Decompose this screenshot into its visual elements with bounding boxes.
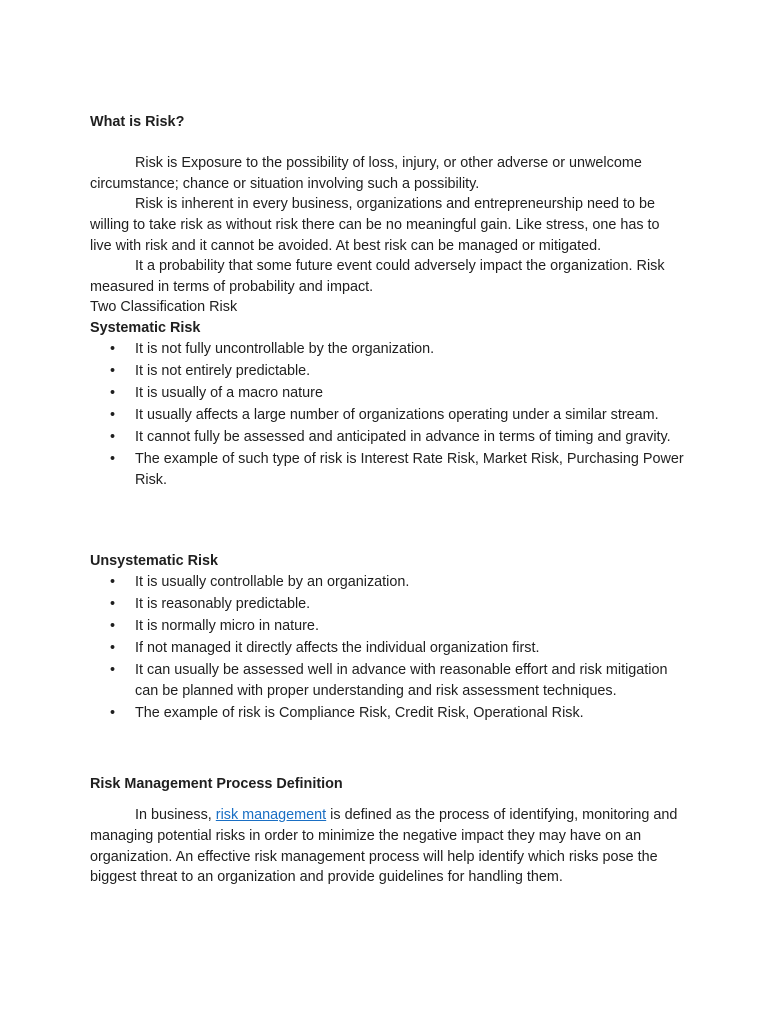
list-item xyxy=(90,449,690,491)
list-item xyxy=(90,638,690,659)
systematic-risk-list xyxy=(90,339,690,492)
risk-management-link[interactable]: risk management xyxy=(215,807,327,823)
bullet-icon: • xyxy=(110,362,116,379)
bullet-icon: • xyxy=(110,428,116,445)
two-classification-line: Two Classification Risk xyxy=(90,299,238,315)
list-item xyxy=(90,703,690,724)
heading-systematic-risk: Systematic Risk xyxy=(90,320,201,336)
rm-text-before-link: In business, xyxy=(135,807,216,823)
list-item-text: It can usually be assessed well in advance with reasonable effort and risk mitigation can be planned with proper understanding and risk assessment techniques. xyxy=(135,661,668,699)
list-item-text: It is not fully uncontrollable by the organization. xyxy=(135,341,435,357)
list-item-text: It is usually of a macro nature xyxy=(135,384,323,401)
bullet-icon: • xyxy=(110,406,116,423)
heading-risk-management-process: Risk Management Process Definition xyxy=(90,776,343,792)
list-item-text: It usually affects a large number of organizations operating under a similar stream. xyxy=(135,406,659,423)
bullet-icon: • xyxy=(110,595,116,612)
list-item xyxy=(90,405,690,426)
list-item-text: It is not entirely predictable. xyxy=(135,362,311,379)
bullet-icon: • xyxy=(110,704,116,721)
list-item-text: The example of such type of risk is Interest Rate Risk, Market Risk, Purchasing Power Risk. xyxy=(135,450,684,488)
intro-paragraph-2-text: Risk is inherent in every business, organizations and entrepreneurship need to be willing to take risk as without risk there can be no meaningful gain. Like stress, one has to live with risk and it cannot be avoided. At best risk can be managed or mitigated. xyxy=(90,196,660,254)
bullet-icon: • xyxy=(110,450,116,467)
list-item xyxy=(90,616,690,637)
list-item xyxy=(90,594,690,615)
bullet-icon: • xyxy=(110,384,116,401)
list-item xyxy=(90,660,690,702)
intro-paragraph-1-text: Risk is Exposure to the possibility of loss, injury, or other adverse or unwelcome circumstance; chance or situation involving such a possibility. xyxy=(90,155,642,192)
list-item xyxy=(90,427,690,448)
list-item-text: The example of risk is Compliance Risk, Credit Risk, Operational Risk. xyxy=(135,704,584,721)
bullet-icon: • xyxy=(110,341,116,357)
bullet-icon: • xyxy=(110,661,116,678)
list-item-text: It cannot fully be assessed and anticipated in advance in terms of timing and gravity. xyxy=(135,428,671,445)
heading-unsystematic-risk: Unsystematic Risk xyxy=(90,553,218,569)
intro-paragraph-2 xyxy=(90,194,682,256)
list-item xyxy=(90,339,690,360)
list-item-text: It is reasonably predictable. xyxy=(135,595,311,612)
list-item xyxy=(90,383,690,404)
risk-management-paragraph xyxy=(90,805,682,888)
bullet-icon: • xyxy=(110,617,116,634)
list-item-text: If not managed it directly affects the individual organization first. xyxy=(135,639,540,656)
intro-paragraph-3-text: It a probability that some future event could adversely impact the organization. Risk measured in terms of probability and impact. xyxy=(90,258,665,295)
bullet-icon: • xyxy=(110,574,116,590)
list-item-text: It is usually controllable by an organization. xyxy=(135,574,410,590)
bullet-icon: • xyxy=(110,639,116,656)
unsystematic-risk-list xyxy=(90,572,690,725)
rm-text-after-link: is defined as the process of identifying, monitoring and managing potential risks in order to minimize the negative impact they may have on an organization. An effective risk management process will help identify which risks pose the biggest threat to an organization and provide guidelines for handling them. xyxy=(90,807,678,886)
list-item xyxy=(90,361,690,382)
heading-what-is-risk: What is Risk? xyxy=(90,114,185,130)
intro-paragraph-1 xyxy=(90,153,682,195)
list-item-text: It is normally micro in nature. xyxy=(135,617,319,634)
list-item xyxy=(90,572,690,593)
intro-paragraph-3 xyxy=(90,256,682,298)
